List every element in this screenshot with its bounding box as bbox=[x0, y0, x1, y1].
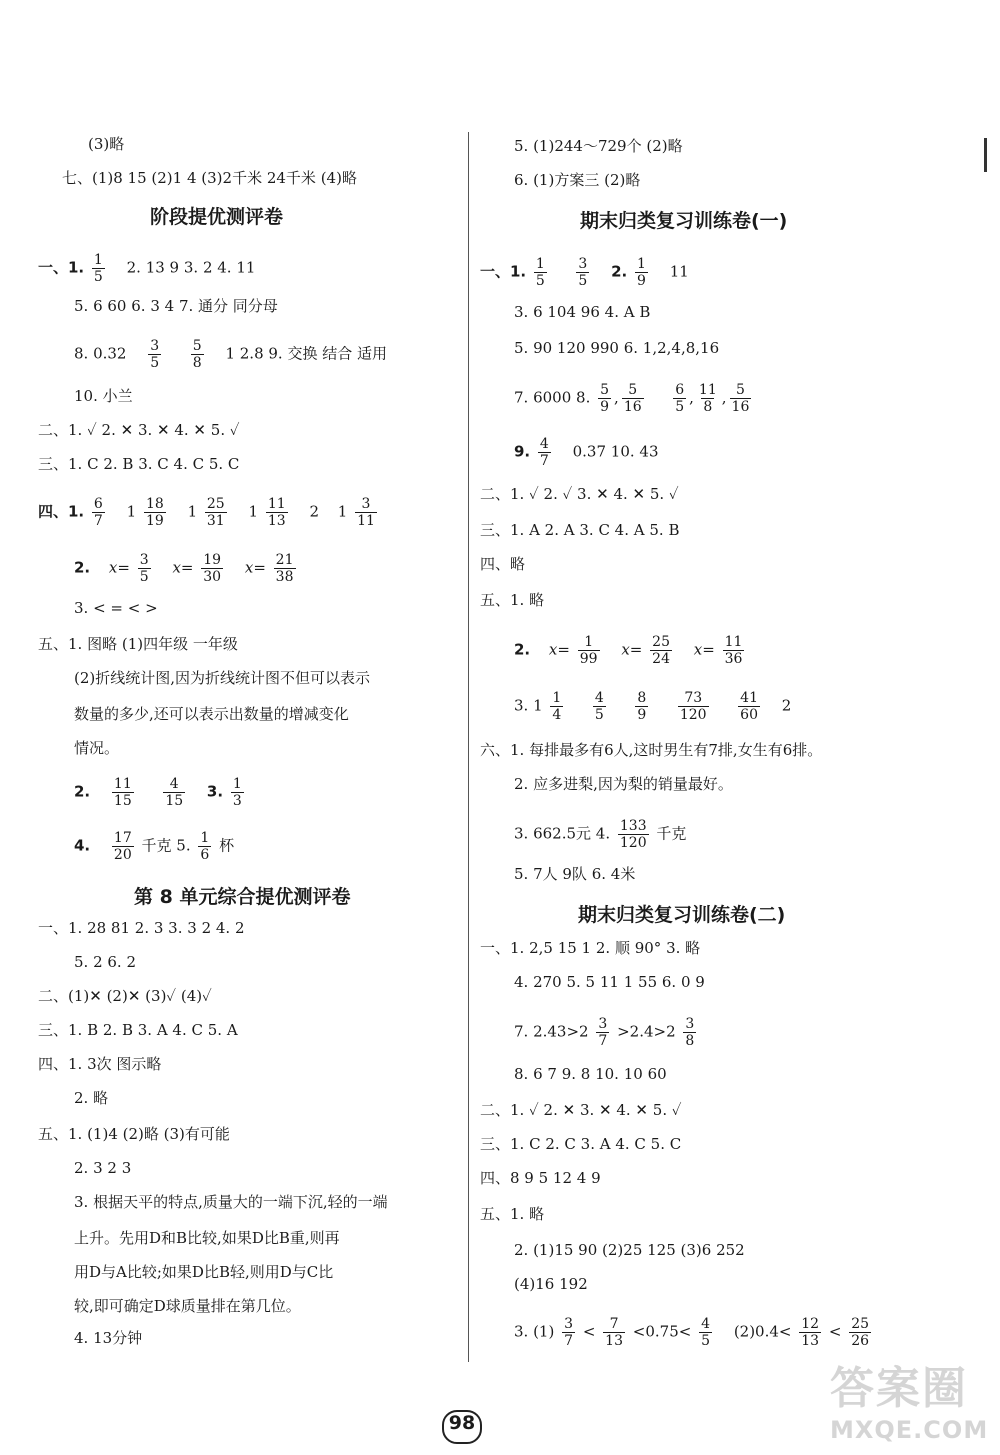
answer-line: 二、1. ✓ 2. ✓ 3. ✕ 4. ✕ 5. ✓ bbox=[480, 485, 679, 503]
fraction: $\frac{3}{11}$ bbox=[357, 496, 375, 529]
answer-line: 上升。先用D和B比较,如果D比B重,则再 bbox=[74, 1229, 340, 1247]
fraction: $\frac{21}{38}$ bbox=[275, 552, 294, 585]
answer-line: 一、1. 28 81 2. 3 3. 3 2 4. 2 bbox=[38, 919, 245, 937]
watermark-logo bbox=[830, 1352, 990, 1448]
answer-line: 5. 7人 9队 6. 4米 bbox=[514, 865, 636, 883]
fraction: $\frac{1}{6}$ bbox=[200, 830, 210, 863]
section-title: 期末归类复习训练卷(一) bbox=[580, 210, 788, 232]
fraction: $\frac{3}{8}$ bbox=[685, 1016, 695, 1049]
fraction: $\frac{1}{3}$ bbox=[232, 776, 242, 809]
answer-line: 五、1. (1)4 (2)略 (3)有可能 bbox=[38, 1125, 230, 1143]
answer-line: 5. 6 60 6. 3 4 7. 通分 同分母 bbox=[74, 297, 278, 315]
fraction: $\frac{25}{26}$ bbox=[851, 1316, 870, 1349]
fraction: $\frac{12}{13}$ bbox=[801, 1316, 820, 1349]
page-number-text: 98 bbox=[448, 1412, 476, 1434]
answer-line: 2. x= $\frac{3}{5}$ x= $\frac{19}{30}$ x= $\frac{21}{38}$ bbox=[74, 552, 294, 585]
fraction: $\frac{3}{5}$ bbox=[150, 338, 160, 371]
answer-line: 7. 6000 8. $\frac{5}{9}$ , $\frac{5}{16}$ $\frac{6}{5}$ , $\frac{11}{8}$ , $\frac{5}{16}$ bbox=[514, 382, 750, 415]
watermark-text: 答案圈 bbox=[830, 1363, 968, 1414]
answer-line: 5. 90 120 990 6. 1,2,4,8,16 bbox=[514, 339, 720, 357]
answer-line: 3. 1 $\frac{1}{4}$ $\frac{4}{5}$ $\frac{8}{9}$ $\frac{73}{120}$ $\frac{41}{60}$ 2 bbox=[514, 690, 792, 723]
answer-line: 10. 小兰 bbox=[74, 387, 133, 405]
answer-line: 6. (1)方案三 (2)略 bbox=[514, 171, 641, 189]
answer-line: 用D与A比较;如果D比B轻,则用D与C比 bbox=[74, 1263, 334, 1281]
answer-line: 四、1. $\frac{6}{7}$ 1 $\frac{18}{19}$ 1 $\frac{25}{31}$ 1 $\frac{11}{13}$ 2 1 $\frac{3}{11}$ bbox=[38, 496, 375, 529]
answer-line: 一、1. 2,5 15 1 2. 顺 90° 3. 略 bbox=[480, 939, 701, 957]
answer-line: 7. 2.43>2 $\frac{3}{7}$ >2.4>2 $\frac{3}{8}$ bbox=[514, 1016, 695, 1049]
fraction: $\frac{11}{13}$ bbox=[267, 496, 286, 529]
fraction: $\frac{3}{5}$ bbox=[578, 256, 588, 289]
label: 一、1. bbox=[38, 258, 85, 277]
edge-mark bbox=[984, 138, 987, 172]
answer-line: 2. 3 2 3 bbox=[74, 1159, 132, 1177]
fraction: $\frac{3}{7}$ bbox=[564, 1316, 574, 1349]
answer-line: 一、1. $\frac{1}{5}$ $\frac{3}{5}$ 2. $\frac{1}{9}$ 11 bbox=[480, 256, 689, 289]
fraction: $\frac{8}{9}$ bbox=[637, 690, 647, 723]
fraction: $\frac{1}{5}$ bbox=[535, 256, 545, 289]
answer-line: 5. (1)244～729个 (2)略 bbox=[514, 137, 683, 155]
answer-line: (2)折线统计图,因为折线统计图不但可以表示 bbox=[74, 669, 371, 687]
fraction: $\frac{7}{13}$ bbox=[605, 1316, 623, 1349]
answer-line: 三、1. C 2. C 3. A 4. C 5. C bbox=[480, 1135, 682, 1153]
fraction: $\frac{5}{16}$ bbox=[623, 382, 642, 415]
answer-line: 五、1. 略 bbox=[480, 591, 545, 609]
page-number bbox=[428, 1404, 488, 1448]
answer-line: 一、1. $\frac{1}{5}$ 2. 13 9 3. 2 4. 11 bbox=[38, 252, 256, 285]
fraction: $\frac{4}{7}$ bbox=[539, 436, 549, 469]
answer-line: 4. $\frac{17}{20}$ 千克 5. $\frac{1}{6}$ 杯 bbox=[74, 830, 235, 863]
answer-line: 2. (1)15 90 (2)25 125 (3)6 252 bbox=[514, 1241, 745, 1259]
section-title: 第 8 单元综合提优测评卷 bbox=[134, 886, 351, 908]
answer-line: 五、1. 图略 (1)四年级 一年级 bbox=[38, 635, 238, 653]
fraction: $\frac{6}{5}$ bbox=[675, 382, 685, 415]
fraction: $\frac{19}{30}$ bbox=[203, 552, 222, 585]
answer-line: 2. x= $\frac{1}{99}$ x= $\frac{25}{24}$ x= $\frac{11}{36}$ bbox=[514, 634, 743, 667]
fraction: $\frac{1}{4}$ bbox=[552, 690, 562, 723]
answer-line: (4)16 192 bbox=[514, 1275, 588, 1293]
answer-line: 3. 662.5元 4. $\frac{133}{120}$ 千克 bbox=[514, 818, 687, 851]
section-title: 阶段提优测评卷 bbox=[150, 206, 284, 228]
section-title: 期末归类复习训练卷(二) bbox=[578, 904, 786, 926]
answer-line: 4. 13分钟 bbox=[74, 1329, 143, 1347]
fraction: $\frac{73}{120}$ bbox=[679, 690, 707, 723]
fraction: $\frac{4}{5}$ bbox=[701, 1316, 711, 1349]
fraction: $\frac{3}{5}$ bbox=[139, 552, 149, 585]
column-divider bbox=[468, 132, 469, 1362]
answer-line: 三、1. C 2. B 3. C 4. C 5. C bbox=[38, 455, 240, 473]
watermark-url: MXQE.COM bbox=[830, 1416, 989, 1444]
answer-line: 2. $\frac{11}{15}$ $\frac{4}{15}$ 3. $\frac{1}{3}$ bbox=[74, 776, 242, 809]
answer-line: 3. < = < > bbox=[74, 599, 158, 617]
answer-line: 3. 根据天平的特点,质量大的一端下沉,轻的一端 bbox=[74, 1193, 388, 1211]
answer-line: 较,即可确定D球质量排在第几位。 bbox=[74, 1297, 301, 1315]
fraction: $\frac{3}{7}$ bbox=[598, 1016, 608, 1049]
answer-line: 2. 应多进梨,因为梨的销量最好。 bbox=[514, 775, 733, 793]
fraction: $\frac{11}{15}$ bbox=[113, 776, 132, 809]
answer-line: 2. 略 bbox=[74, 1089, 109, 1107]
fraction: $\frac{17}{20}$ bbox=[113, 830, 132, 863]
answer-line: 三、1. B 2. B 3. A 4. C 5. A bbox=[38, 1021, 238, 1039]
answer-line: 8. 6 7 9. 8 10. 10 60 bbox=[514, 1065, 667, 1083]
fraction: $\frac{18}{19}$ bbox=[145, 496, 164, 529]
answer-line: 六、1. 每排最多有6人,这时男生有7排,女生有6排。 bbox=[480, 741, 823, 759]
fraction: $\frac{5}{8}$ bbox=[192, 338, 202, 371]
fraction: $\frac{5}{9}$ bbox=[600, 382, 610, 415]
fraction: $\frac{25}{31}$ bbox=[206, 496, 225, 529]
answer-line: 5. 2 6. 2 bbox=[74, 953, 137, 971]
answer-line: 五、1. 略 bbox=[480, 1205, 545, 1223]
fraction: $\frac{25}{24}$ bbox=[652, 634, 670, 667]
fraction: $\frac{5}{16}$ bbox=[731, 382, 750, 415]
answer-line: 数量的多少,还可以表示出数量的增减变化 bbox=[74, 705, 349, 723]
fraction: $\frac{1}{99}$ bbox=[579, 634, 598, 667]
fraction: $\frac{4}{15}$ bbox=[165, 776, 184, 809]
answer-line: 3. (1) $\frac{3}{7}$ < $\frac{7}{13}$ <0.75< $\frac{4}{5}$ (2)0.4< $\frac{12}{13}$ < $\frac{25}{26}$ bbox=[514, 1316, 870, 1349]
answer-line: 四、8 9 5 12 4 9 bbox=[480, 1169, 601, 1187]
fraction: $\frac{6}{7}$ bbox=[93, 496, 103, 529]
answer-line: 三、1. A 2. A 3. C 4. A 5. B bbox=[480, 521, 680, 539]
fraction: $\frac{11}{36}$ bbox=[724, 634, 743, 667]
fraction: $\frac{1}{5}$ bbox=[93, 252, 103, 285]
answer-line: 七、(1)8 15 (2)1 4 (3)2千米 24千米 (4)略 bbox=[62, 169, 357, 187]
answer-line: (3)略 bbox=[88, 135, 125, 153]
answer-line: 四、略 bbox=[480, 555, 526, 573]
fraction: $\frac{11}{8}$ bbox=[698, 382, 717, 415]
fraction: $\frac{4}{5}$ bbox=[594, 690, 604, 723]
answer-line: 3. 6 104 96 4. A B bbox=[514, 303, 651, 321]
fraction: $\frac{1}{9}$ bbox=[637, 256, 646, 289]
answer-line: 9. $\frac{4}{7}$ 0.37 10. 43 bbox=[514, 436, 659, 469]
answer-line: 四、1. 3次 图示略 bbox=[38, 1055, 162, 1073]
answer-line: 二、1. ✓ 2. ✕ 3. ✕ 4. ✕ 5. ✓ bbox=[38, 421, 240, 439]
answer-line: 二、(1)✕ (2)✕ (3)✓ (4)✓ bbox=[38, 987, 212, 1005]
answer-line: 情况。 bbox=[74, 739, 120, 757]
answer-line: 8. 0.32 $\frac{3}{5}$ $\frac{5}{8}$ 1 2.8 9. 交换 结合 适用 bbox=[74, 338, 388, 371]
answer-line: 二、1. ✓ 2. ✕ 3. ✕ 4. ✕ 5. ✓ bbox=[480, 1101, 682, 1119]
fraction: $\frac{133}{120}$ bbox=[619, 818, 647, 851]
answer-line: 4. 270 5. 5 11 1 55 6. 0 9 bbox=[514, 973, 705, 991]
fraction: $\frac{41}{60}$ bbox=[740, 690, 758, 723]
